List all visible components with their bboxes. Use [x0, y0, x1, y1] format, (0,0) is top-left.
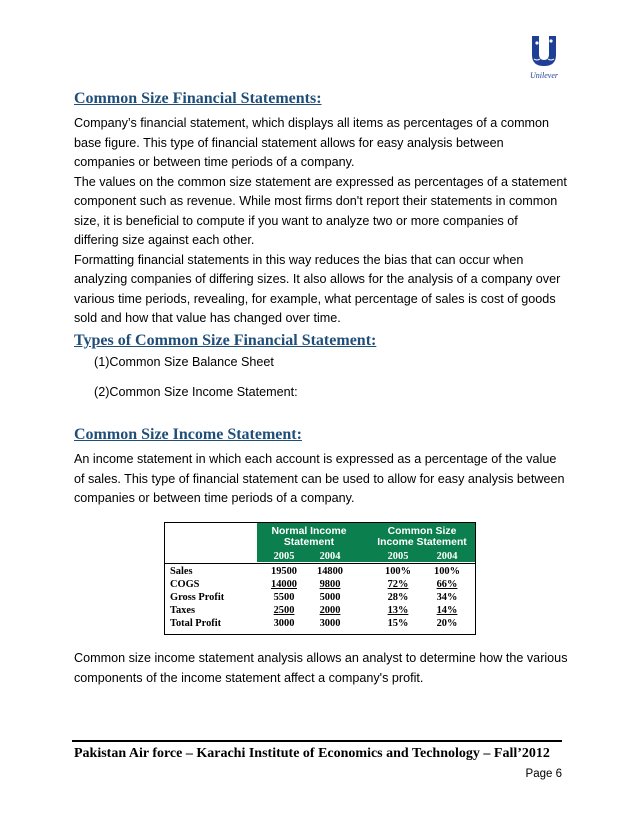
row-label: Taxes — [170, 605, 196, 616]
common-size-income-table — [164, 522, 476, 635]
text-line: base figure. This type of financial statement allows for easy analysis between — [74, 135, 504, 150]
cell-value: 14800 — [317, 566, 343, 577]
year-2005-common: 2005 — [387, 551, 409, 562]
year-2004-normal: 2004 — [319, 551, 341, 562]
cell-value: 28% — [387, 592, 409, 603]
row-label: Total Profit — [170, 618, 222, 629]
text-line: various time periods, revealing, for example, what percentage of sales is cost of goods — [74, 291, 556, 306]
paragraph-income-statement — [74, 450, 570, 509]
cell-value: 14000 — [271, 579, 297, 590]
heading-types: Types of Common Size Financial Statement: — [74, 332, 377, 349]
page-number: Page 6 — [525, 768, 562, 780]
text-line: An income statement in which each account is expressed as a percentage of the value — [74, 452, 557, 466]
header-line: Statement — [283, 537, 335, 548]
header-line: Common Size — [387, 526, 457, 537]
cell-value: 100% — [434, 566, 460, 577]
row-label: Gross Profit — [170, 592, 225, 603]
text-line: components of the income statement affect a company's profit. — [74, 670, 424, 685]
unilever-u-icon — [529, 34, 559, 68]
text-line: Company’s financial statement, which displays all items as percentages of a common — [74, 116, 550, 130]
text-line: differing size against each other. — [74, 233, 255, 247]
text-line: Formatting financial statements in this way reduces the bias that can occur when — [74, 252, 524, 267]
row-label: COGS — [170, 579, 200, 590]
cell-value: 9800 — [319, 579, 341, 590]
cell-value: 3000 — [273, 618, 295, 629]
cell-value: 34% — [436, 592, 458, 603]
text-line: companies or between time periods of a company. — [74, 491, 355, 505]
unilever-logo — [524, 34, 564, 80]
text-line: sold and how that value has changed over time. — [74, 311, 341, 325]
year-2005-normal: 2005 — [273, 551, 295, 562]
logo-wordmark: Unilever — [530, 71, 558, 80]
cell-value: 20% — [436, 618, 458, 629]
cell-value: 5000 — [319, 592, 341, 603]
cell-value: 19500 — [271, 566, 297, 577]
text-line: size, it is beneficial to compute if you want to analyze two or more companies of — [74, 213, 518, 228]
cell-value: 100% — [385, 566, 411, 577]
row-label: Sales — [170, 566, 193, 577]
text-line: analyzing companies of differing sizes. It also allows for the analysis of a company over — [74, 272, 561, 286]
text-line: companies or between time periods of a company. — [74, 155, 355, 169]
cell-value: 2500 — [273, 605, 295, 616]
cell-value: 14% — [436, 605, 458, 616]
list-item-balance-sheet: (1)Common Size Balance Sheet — [94, 355, 274, 369]
header-normal-income — [257, 526, 361, 548]
list-item-income-statement: (2)Common Size Income Statement: — [94, 385, 298, 399]
text-line: of sales. This type of financial statement can be used to allow for easy analysis between — [74, 471, 565, 486]
cell-value: 2000 — [319, 605, 341, 616]
cell-value: 72% — [387, 579, 409, 590]
footer-divider — [72, 740, 562, 742]
heading-common-size: Common Size Financial Statements: — [74, 90, 322, 107]
table-divider — [165, 563, 475, 564]
cell-value: 3000 — [319, 618, 341, 629]
year-2004-common: 2004 — [436, 551, 458, 562]
text-line: component such as revenue. While most firms don't report their statements in common — [74, 194, 558, 208]
cell-value: 5500 — [273, 592, 295, 603]
paragraph-common-size — [74, 114, 570, 329]
text-line: Common size income statement analysis allows an analyst to determine how the various — [74, 651, 568, 665]
footer-institution: Pakistan Air force – Karachi Institute of Economics and Technology – Fall’2012 — [74, 746, 550, 761]
text-line: The values on the common size statement are expressed as percentages of a statement — [74, 174, 567, 189]
paragraph-closing — [74, 649, 570, 688]
heading-income-statement: Common Size Income Statement: — [74, 426, 302, 443]
header-line: Normal Income — [271, 526, 347, 537]
cell-value: 15% — [387, 618, 409, 629]
header-common-size — [369, 526, 475, 548]
cell-value: 66% — [436, 579, 458, 590]
header-line: Income Statement — [377, 537, 467, 548]
cell-value: 13% — [387, 605, 409, 616]
